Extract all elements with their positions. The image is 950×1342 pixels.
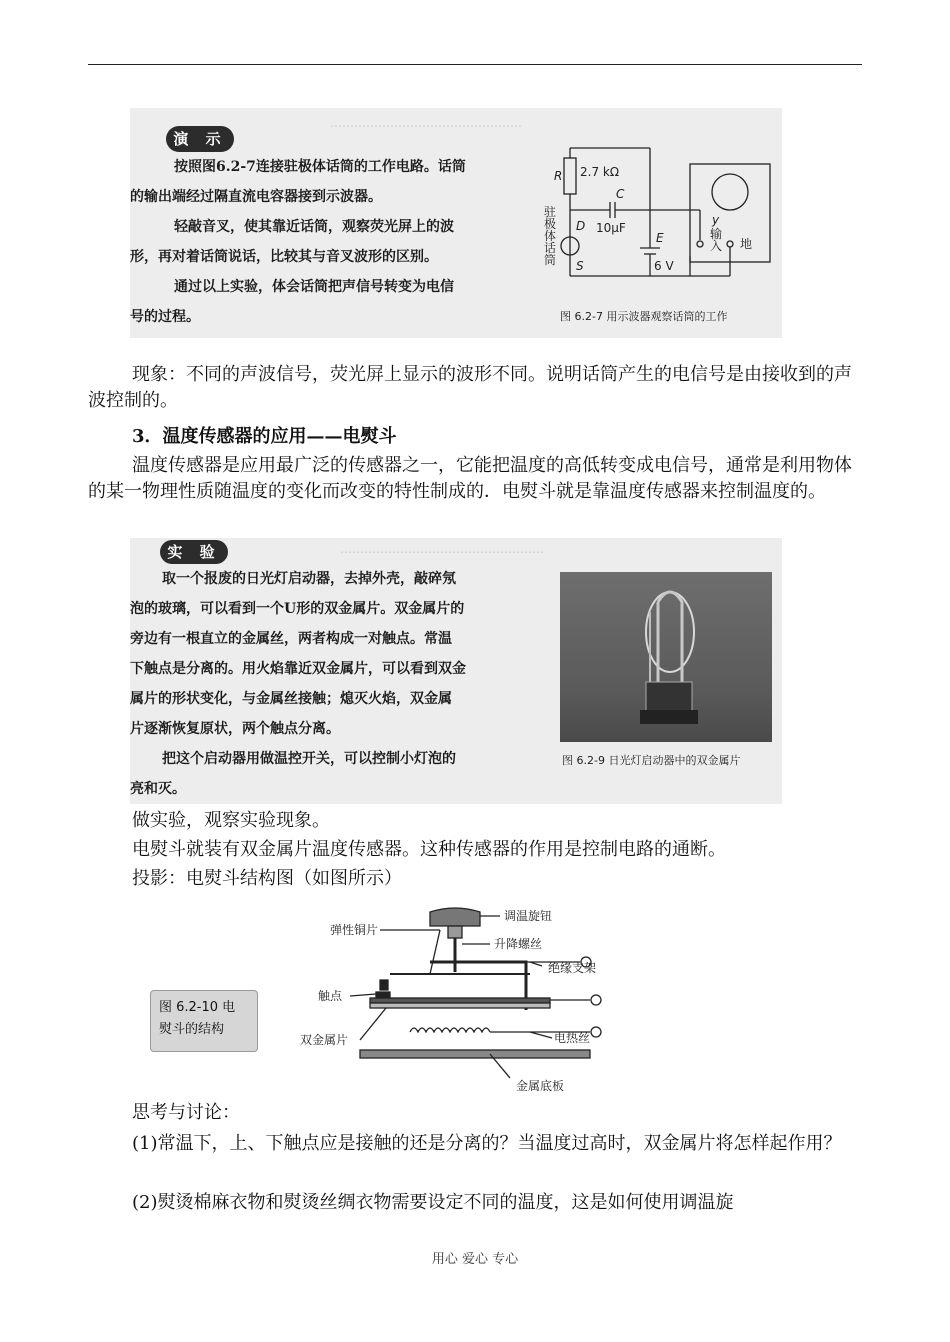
label-mic-5: 筒	[544, 253, 557, 267]
label-E-value: 6 V	[654, 259, 674, 273]
label-R: R	[554, 169, 563, 183]
line-projection: 投影：电熨斗结构图（如图所示）	[132, 868, 402, 889]
demo-line-3: 轻敲音叉，使其靠近话筒，观察荧光屏上的波	[174, 219, 454, 235]
label-mic-2: 极	[544, 217, 557, 231]
think-discuss-title: 思考与讨论：	[132, 1102, 240, 1123]
demo-badge: 演 示	[166, 126, 234, 152]
label-C-value: 10μF	[596, 221, 626, 235]
label-bracket: 绝缘支架	[548, 961, 597, 975]
label-knob: 调温旋钮	[504, 909, 553, 923]
iron-structure-diagram	[290, 900, 650, 1100]
label-R-value: 2.7 kΩ	[580, 165, 620, 179]
paragraph-temperature-sensor: 温度传感器是应用最广泛的传感器之一，它能把温度的高低转变成电信号，通常是利用物体的某一物理性质随温度的变化而改变的特性制成的．电熨斗就是靠温度传感器来控制温度的。	[88, 455, 852, 502]
label-C: C	[616, 187, 625, 201]
label-base-plate: 金属底板	[516, 1079, 565, 1093]
starter-photo-caption: 图 6.2-9 日光灯启动器中的双金属片	[562, 754, 741, 767]
bleed-through-text: …………………………………………	[330, 116, 522, 130]
experiment-scan	[130, 538, 782, 804]
label-mic-4: 话	[544, 241, 557, 255]
page-footer: 用心 爱心 专心	[431, 1252, 519, 1267]
experiment-line-1: 取一个报废的日光灯启动器，去掉外壳，敲碎氖	[162, 571, 456, 587]
bleed-through-text: ……………………………………………	[340, 542, 544, 556]
label-ground: 地	[740, 237, 753, 251]
line-do-experiment: 做实验，观察实验现象。	[132, 810, 330, 831]
experiment-line-5: 属片的形状变化，与金属丝接触；熄灭火焰，双金属	[130, 691, 452, 707]
experiment-line-3: 旁边有一根直立的金属丝，两者构成一对触点。常温	[130, 631, 452, 647]
iron-figure-tag	[150, 990, 258, 1052]
label-y: y	[712, 213, 720, 227]
experiment-line-6: 片逐渐恢复原状，两个触点分离。	[130, 721, 340, 737]
label-bimetal: 双金属片	[300, 1033, 349, 1047]
demo-line-5: 通过以上实验，体会话筒把声信号转变为电信	[174, 279, 454, 295]
experiment-line-4: 下触点是分离的。用火焰靠近双金属片，可以看到双金	[130, 661, 466, 677]
circuit-caption: 图 6.2-7 用示波器观察话筒的工作	[560, 310, 728, 323]
label-input-1: 输	[710, 227, 723, 241]
label-mic-3: 体	[544, 229, 557, 243]
demo-scan	[130, 108, 782, 338]
bimetal-starter-image	[560, 572, 772, 742]
experiment-line-8: 亮和灭。	[130, 781, 186, 797]
iron-figure-tag-line-1: 图 6.2-10 电	[159, 1000, 236, 1015]
demo-line-4: 形，再对着话筒说话，比较其与音叉波形的区别。	[130, 249, 438, 265]
oscilloscope-circuit-diagram	[540, 128, 780, 313]
experiment-line-7: 把这个启动器用做温控开关，可以控制小灯泡的	[162, 751, 456, 767]
demo-line-2: 的输出端经过隔直流电容器接到示波器。	[130, 189, 382, 205]
label-S: S	[576, 259, 584, 273]
section-heading-3: 3．温度传感器的应用——电熨斗	[132, 426, 397, 447]
demo-line-1: 按照图6.2-7连接驻极体话筒的工作电路。话筒	[174, 159, 466, 175]
label-D: D	[576, 219, 586, 233]
label-elastic-copper: 弹性铜片	[330, 923, 379, 937]
label-input-2: 入	[710, 239, 723, 253]
starter-photo	[560, 572, 772, 742]
paragraph-phenomenon: 现象：不同的声波信号，荧光屏上显示的波形不同。说明话筒产生的电信号是由接收到的声波控制的。	[88, 364, 852, 411]
experiment-badge: 实 验	[160, 540, 228, 564]
label-mic-1: 驻	[544, 205, 557, 219]
iron-figure-tag-line-2: 熨斗的结构	[159, 1022, 225, 1037]
label-E: E	[656, 231, 664, 245]
line-iron-sensor: 电熨斗就装有双金属片温度传感器。这种传感器的作用是控制电路的通断。	[132, 839, 726, 860]
label-contact: 触点	[318, 989, 343, 1003]
label-screw: 升降螺丝	[494, 937, 543, 951]
demo-line-6: 号的过程。	[130, 309, 200, 325]
experiment-line-2: 泡的玻璃，可以看到一个U形的双金属片。双金属片的	[130, 601, 465, 617]
label-heater: 电热丝	[554, 1031, 591, 1045]
question-1: (1)常温下，上、下触点应是接触的还是分离的？当温度过高时，双金属片将怎样起作用？	[132, 1133, 842, 1154]
header-rule	[88, 64, 862, 65]
question-2: (2)熨烫棉麻衣物和熨烫丝绸衣物需要设定不同的温度，这是如何使用调温旋	[132, 1192, 734, 1213]
